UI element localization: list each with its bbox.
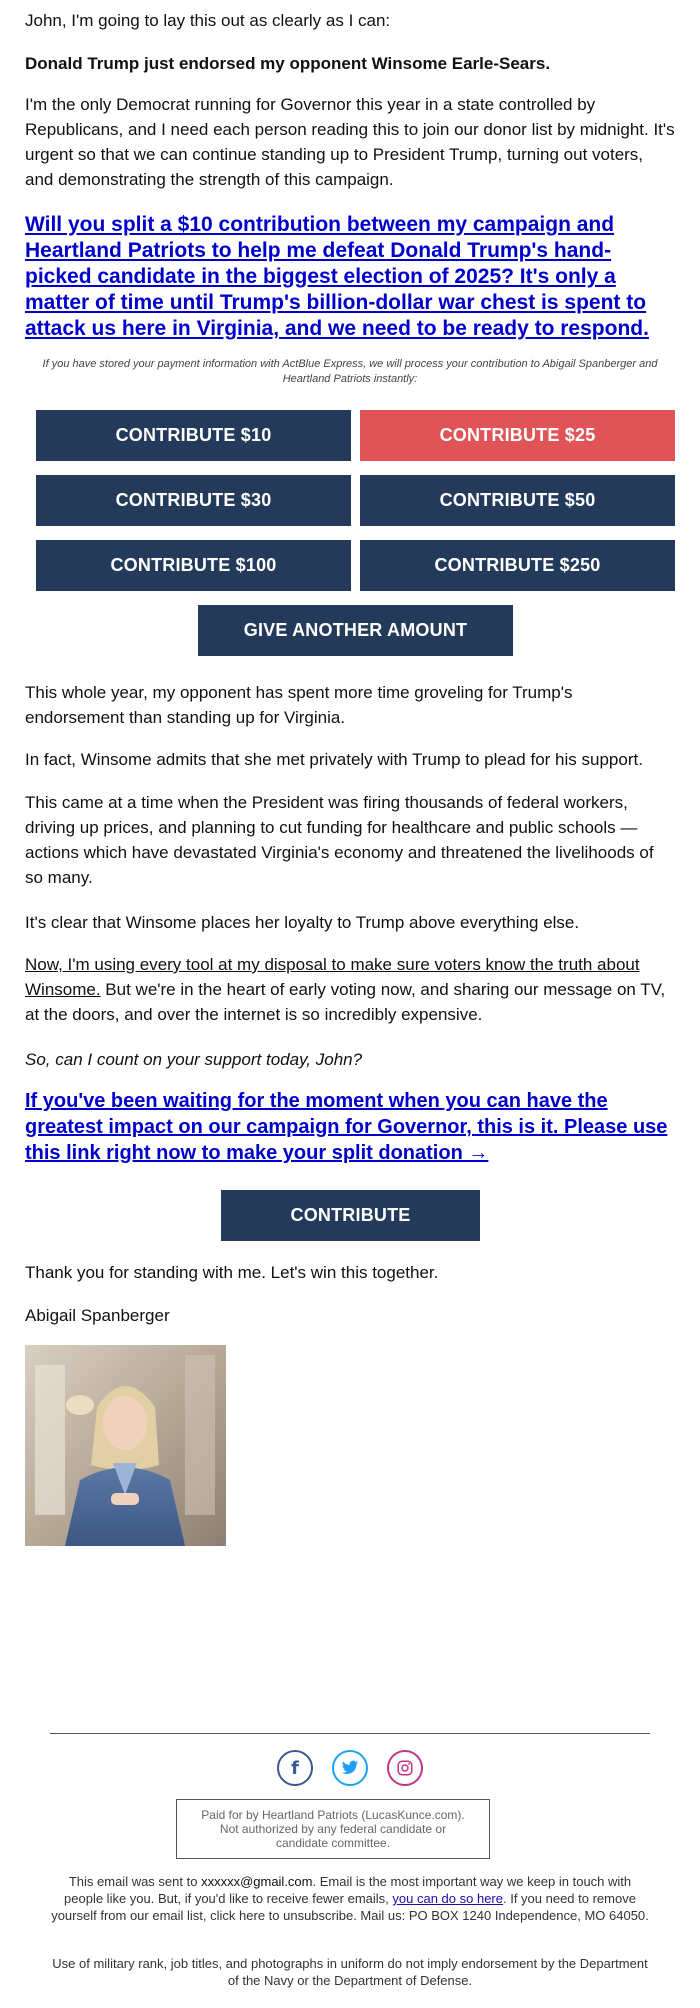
split-contribution-link[interactable]: Will you split a $10 contribution between my campaign and Heartland Patriots to help me defeat Donald Trump's hand-picked candidate in the biggest election of 2025? It's only a matter of time until Trump's billion-dollar war chest is spent to attack us here in Virginia, and we need to be ready to respond. [25,213,649,340]
paragraph-5: It's clear that Winsome places her loyalty to Trump above everything else. [25,913,580,932]
paragraph-6-rest: But we're in the heart of early voting now, and sharing our message on TV, at the doors, and over the internet is so incredibly expensive. [25,980,666,1024]
facebook-icon[interactable]: f [277,1750,313,1786]
footer-unsubscribe-text [50,1873,650,1924]
headline: Donald Trump just endorsed my opponent Winsome Earle-Sears. [25,54,551,73]
contribute-button[interactable]: CONTRIBUTE [221,1190,480,1241]
paid-for-box [176,1799,490,1859]
twitter-icon[interactable] [332,1750,368,1786]
footer-sent-prefix: This email was sent to [68,1874,202,1889]
signature: Abigail Spanberger [25,1306,170,1325]
paragraph-1: I'm the only Democrat running for Governor this year in a state controlled by Republicans, and I need each person reading this to join our donor list by midnight. It's urgent so that we can continue standing up to President Trump, turning out voters, and demonstrating the strength of this campaign. [25,95,675,189]
footer-divider [50,1733,650,1734]
paid-for-text: Paid for by Heartland Patriots (LucasKunce.com). Not authorized by any federal candidate or candidate committee. [201,1808,465,1850]
truth-about-winsome-text: Now, I'm using every tool at my disposal to make sure voters know the truth about Winsome. [25,955,640,999]
recipient-email: xxxxxx@gmail.com [201,1874,313,1889]
military-disclaimer: Use of military rank, job titles, and photographs in uniform do not imply endorsement by the Department of the Navy or the Department of Defense. [52,1956,648,1988]
contribute-25-button[interactable]: CONTRIBUTE $25 [360,410,675,461]
contribute-100-button[interactable]: CONTRIBUTE $100 [36,540,351,591]
contribute-10-button[interactable]: CONTRIBUTE $10 [36,410,351,461]
contribute-250-button[interactable]: CONTRIBUTE $250 [360,540,675,591]
contribute-30-button[interactable]: CONTRIBUTE $30 [36,475,351,526]
split-donation-link[interactable]: If you've been waiting for the moment when you can have the greatest impact on our campaign for Governor, this is it. Please use this link right now to make your split donation → [25,1090,668,1164]
contribute-50-button[interactable]: CONTRIBUTE $50 [360,475,675,526]
footer-sent-mid: . Email is the most important way we keep in touch with people like you. But, if you'd like to receive fewer emails, [64,1874,632,1906]
footer-sent-end: . If you need to remove yourself from our email list, click here to unsubscribe. Mail us: PO BOX 1240 Independence, MO 64050. [51,1891,649,1923]
paragraph-2: This whole year, my opponent has spent more time groveling for Trump's endorsement than standing up for Virginia. [25,683,573,727]
give-another-amount-button[interactable]: GIVE ANOTHER AMOUNT [198,605,513,656]
paragraph-3: In fact, Winsome admits that she met privately with Trump to plead for his support. [25,750,643,769]
paragraph-4: This came at a time when the President was firing thousands of federal workers, driving up prices, and planning to cut funding for healthcare and public schools — actions which have devastated Virginia's economy and threatened the livelihoods of so many. [25,793,654,887]
intro-text: John, I'm going to lay this out as clearly as I can: [25,11,391,30]
paragraph-6 [25,952,675,1027]
actblue-express-note: If you have stored your payment information with ActBlue Express, we will process your contribution to Abigail Spanberger and Heartland Patriots instantly: [42,358,658,385]
support-question: So, can I count on your support today, John? [25,1050,363,1069]
instagram-icon[interactable] [387,1750,423,1786]
fewer-emails-link[interactable]: you can do so here [392,1891,503,1906]
thank-you-text: Thank you for standing with me. Let's win this together. [25,1263,439,1282]
candidate-photo [25,1345,226,1546]
